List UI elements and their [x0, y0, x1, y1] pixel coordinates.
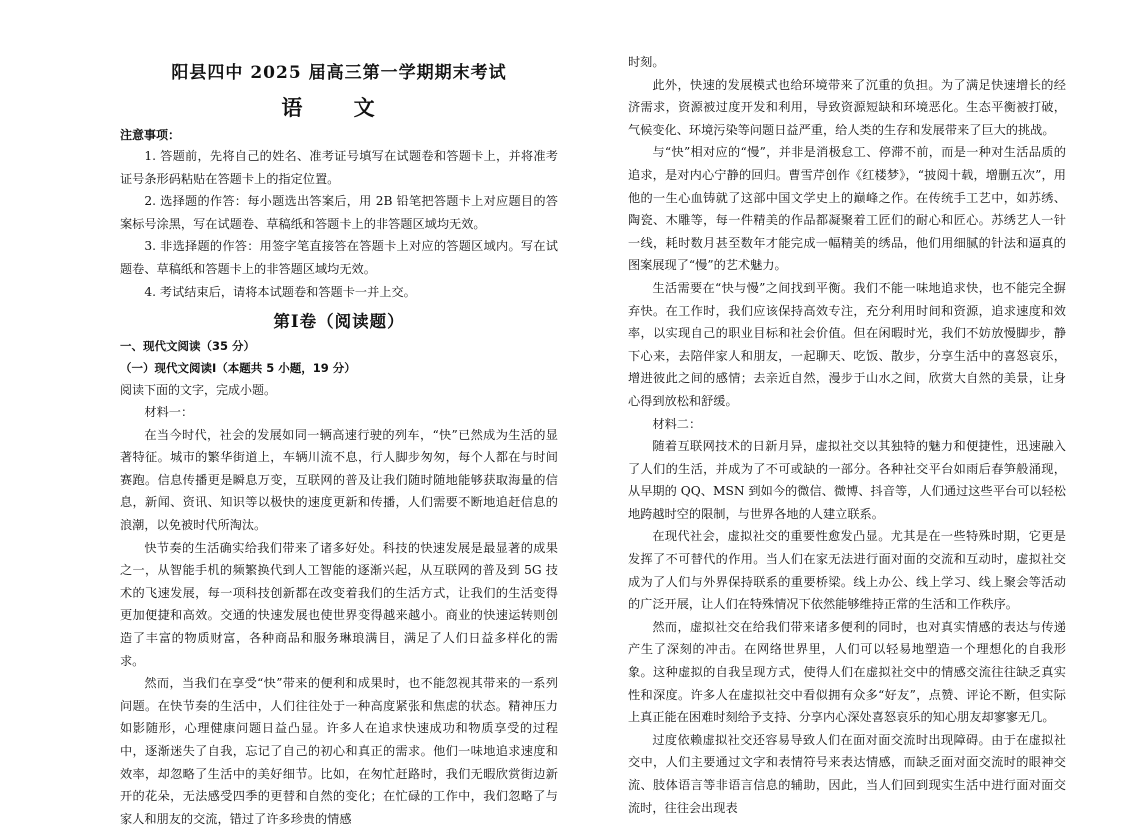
- material-label: 材料一：: [144, 405, 194, 419]
- paragraph: 然而，当我们在享受“快”带来的便利和成果时，也不能忽视其带来的一系列问题。在快节奏的生活中，人们往往处于一种高度紧张和焦虑的状态。精神压力如影随形，心理健康问题日益凸显。许多人在追求快速成功和物质享受的过程中，逐渐迷失了自我，忘记了自己的初心和真正的需求。他们一味地追求速度和效率，却忽略了生活中的美好细节。比如，在匆忙赶路时，我们无暇欣赏街边新开的花朵，无法感受四季的更替和自然的变化；在忙碌的工作中，我们忽略了与家人和朋友的交流，错过了许多珍贵的情感: [120, 676, 558, 826]
- notice-heading: 注意事项：: [120, 128, 181, 142]
- paragraph: 然而，虚拟社交在给我们带来诸多便利的同时，也对真实情感的表达与传递产生了深刻的冲击。在网络世界里，人们可以轻易地塑造一个理想化的自我形象。这种虚拟的自我呈现方式，使得人们在虚拟社交中的情感交流往往缺乏真实性和深度。许多人在虚拟社交中看似拥有众多“好友”，点赞、评论不断，但实际上真正能在困难时刻给予支持、分享内心深处喜怒哀乐的知心朋友却寥寥无几。: [628, 619, 1066, 725]
- exam-title: 阳县四中 2025 届高三第一学期期末考试: [171, 63, 507, 83]
- paragraph-continuation: 时刻。: [628, 55, 665, 69]
- notice-item: 4. 考试结束后，请将本试题卷和答题卡一并上交。: [144, 284, 416, 299]
- paragraph: 在现代社会，虚拟社交的重要性愈发凸显。尤其是在一些特殊时期，它更是发挥了不可替代的作用。当人们在家无法进行面对面的交流和互动时，虚拟社交成为了人们与外界保持联系的重要桥梁。线上办公、线上学习、线上聚会等活动的广泛开展，让人们在特殊情况下依然能够维持正常的生活和工作秩序。: [628, 529, 1066, 612]
- notice-item: 1. 答题前，先将自己的姓名、准考证号填写在试题卷和答题卡上，并将准考证号条形码粘贴在答题卡上的指定位置。: [120, 149, 558, 186]
- right-body-text: [628, 51, 1066, 819]
- notice-list: [120, 145, 558, 303]
- material-label: 材料二：: [652, 416, 702, 431]
- subsection-heading: （一）现代文阅读Ⅰ（本题共 5 小题，19 分）: [120, 361, 356, 375]
- paragraph: 快节奏的生活确实给我们带来了诸多好处。科技的快速发展是最显著的成果之一，从智能手机的频繁换代到人工智能的逐渐兴起，从互联网的普及到 5G 技术的飞速发展，每一项科技创新都在改变着我们的生活方式，让我们的生活变得更加便捷和高效。交通的快速发展也使世界变得越来越小。商业的快速运转则创造了丰富的物质财富，各种商品和服务琳琅满目，满足了人们日益多样化的需求。: [120, 540, 558, 668]
- paragraph: 此外，快速的发展模式也给环境带来了沉重的负担。为了满足快速增长的经济需求，资源被过度开发和利用，导致资源短缺和环境恶化。生态平衡被打破，气候变化、环境污染等问题日益严重，给人类的生存和发展带来了巨大的挑战。: [628, 77, 1066, 137]
- notice-item: 3. 非选择题的作答：用签字笔直接答在答题卡上对应的答题区域内。写在试题卷、草稿纸和答题卡上的非答题区域均无效。: [120, 239, 558, 276]
- section-heading: 一、现代文阅读（35 分）: [120, 339, 256, 353]
- part-title: 第Ⅰ卷（阅读题）: [273, 312, 405, 331]
- paragraph: 过度依赖虚拟社交还容易导致人们在面对面交流时出现障碍。由于在虚拟社交中，人们主要通过文字和表情符号来表达情感，而缺乏面对面交流时的眼神交流、肢体语言等非语言信息的辅助，因此，当人们回到现实生活中进行面对面交流时，往往会出现表: [628, 732, 1066, 815]
- paragraph: 与“快”相对应的“慢”，并非是消极怠工、停滞不前，而是一种对生活品质的追求，是对内心宁静的回归。曹雪芹创作《红楼梦》，“披阅十载，增删五次”，用他的一生心血铸就了这部中国文学史上的巅峰之作。在传统手工艺中，如苏绣、陶瓷、木雕等，每一件精美的作品都凝聚着工匠们的耐心和匠心。苏绣艺人一针一线，耗时数月甚至数年才能完成一幅精美的绣品，他们用细腻的针法和逼真的图案展现了“慢”的艺术魅力。: [628, 145, 1066, 273]
- left-body-text: [120, 401, 558, 830]
- paragraph: 生活需要在“快与慢”之间找到平衡。我们不能一味地追求快，也不能完全摒弃快。在工作时，我们应该保持高效专注，充分利用时间和资源，追求速度和效率，以实现自己的职业目标和社会价值。但在闲暇时光，我们不妨放慢脚步，静下心来，去陪伴家人和朋友，一起聊天、吃饭、散步，分享生活中的喜怒哀乐，增进彼此之间的感情；去亲近自然，漫步于山水之间，欣赏大自然的美景，让身心得到放松和舒缓。: [628, 280, 1066, 408]
- reading-instruction: 阅读下面的文字，完成小题。: [120, 383, 277, 397]
- paragraph: 在当今时代，社会的发展如同一辆高速行驶的列车，“快”已然成为生活的显著特征。城市的繁华街道上，车辆川流不息，行人脚步匆匆，每个人都在与时间赛跑。信息传播更是瞬息万变，互联网的普及让我们随时随地能够获取海量的信息，新闻、资讯、知识等以极快的速度更新和传播，人们需要不断地追赶信息的浪潮，以免被时代所淘汰。: [120, 427, 558, 532]
- notice-item: 2. 选择题的作答：每小题选出答案后，用 2B 铅笔把答题卡上对应题目的答案标号涂黑，写在试题卷、草稿纸和答题卡上的非答题区域均无效。: [120, 194, 558, 231]
- subject-title: 语 文: [281, 95, 397, 120]
- paragraph: 随着互联网技术的日新月异，虚拟社交以其独特的魅力和便捷性，迅速融入了人们的生活，并成为了不可或缺的一部分。各种社交平台如雨后春笋般涌现，从早期的 QQ、MSN 到如今的微信、微博、抖音等，人们通过这些平台可以轻松地跨越时空的限制，与世界各地的人建立联系。: [628, 439, 1066, 521]
